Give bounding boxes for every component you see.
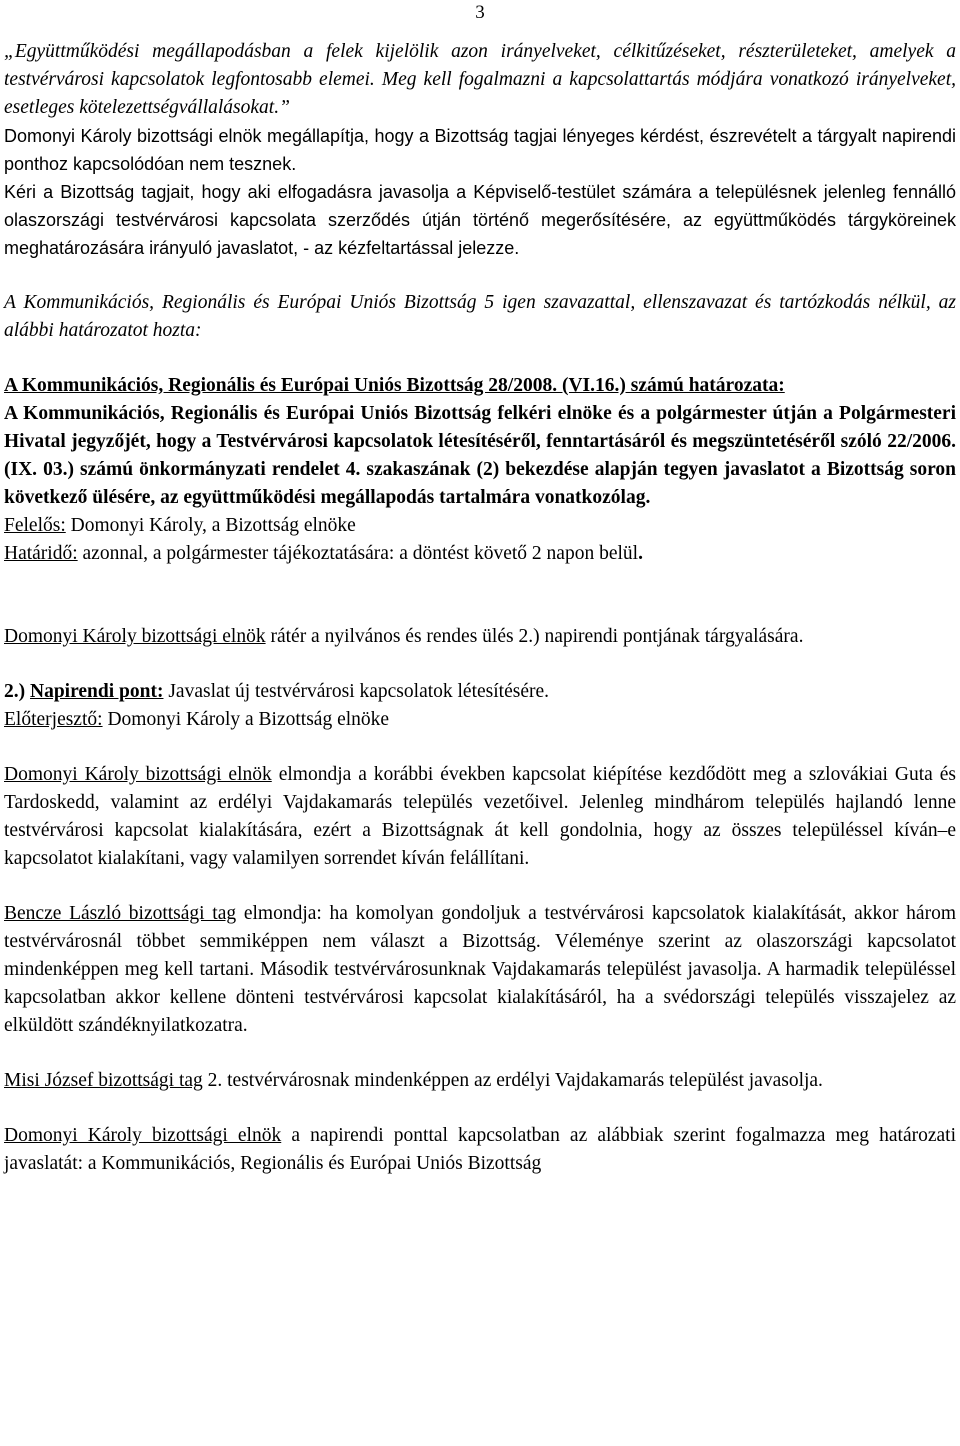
chair-statement: Domonyi Károly bizottsági elnök megállapítja, hogy a Bizottság tagjai lényeges kérdést, észrevételt a tárgyalt napirendi ponthoz kapcsolódóan nem tesznek. — [4, 126, 956, 174]
presenter-label: Előterjesztő: — [4, 709, 103, 730]
speaker-paragraph-2 — [4, 761, 956, 873]
speaker-text: rátér a nyilvános és rendes ülés 2.) napirendi pontjának tárgyalására. — [265, 626, 804, 647]
vote-result: A Kommunikációs, Regionális és Európai Uniós Bizottság 5 igen szavazattal, ellenszavazat és tartózkodás nélkül, az alábbi határozatot hozta: — [4, 292, 956, 341]
speaker-text: elmondja: ha komolyan gondoljuk a testvérvárosi kapcsolatok kialakítását, akkor három testvérvárosnál többet semmiképpen nem választ a Bizottság. Véleménye szerint az olaszországi kapcsolatot mindenképpen meg kell tartani. Második testvérvárosunknak Vajdakamarás települést javasolja. A harmadik településsel kapcsolatban akkor kellene dönteni testvérvárosi kapcsolat kialakításáról, ha a svédországi település visszajelez az elküldött szándéknyilatkozatra. — [4, 903, 956, 1036]
speaker-paragraph-3 — [4, 900, 956, 1040]
deadline-end: . — [638, 543, 643, 564]
speaker-name: Domonyi Károly bizottsági elnök — [4, 1125, 282, 1146]
presenter-value: Domonyi Károly a Bizottság elnöke — [102, 709, 390, 730]
speaker-text: 2. testvérvárosnak mindenképpen az erdélyi Vajdakamarás települést javasolja. — [202, 1070, 823, 1091]
speaker-name: Domonyi Károly bizottsági elnök — [4, 626, 266, 647]
deadline-line — [4, 540, 956, 568]
quoted-paragraph: „Együttműködési megállapodásban a felek kijelölik azon irányelveket, célkitűzéseket, részterületeket, amelyek a testvérvárosi kapcsolatok legfontosabb elemei. Meg kell fogalmazni a kapcsolattartás módjára vonatkozó irányelveket, esetleges kötelezettségvállalásokat.” — [4, 41, 956, 118]
speaker-paragraph-5 — [4, 1122, 956, 1178]
agenda-number: 2.) — [4, 681, 26, 702]
responsible-label: Felelős: — [4, 515, 66, 536]
deadline-value: azonnal, a polgármester tájékoztatására: a döntést követő 2 napon belül — [77, 543, 639, 564]
agenda-label: Napirendi pont: — [30, 681, 164, 702]
responsible-line — [4, 512, 956, 540]
speaker-name: Misi József bizottsági tag — [4, 1070, 203, 1091]
deadline-label: Határidő: — [4, 543, 78, 564]
presenter-line — [4, 706, 956, 734]
speaker-paragraph-1 — [4, 623, 956, 651]
responsible-value: Domonyi Károly, a Bizottság elnöke — [65, 515, 356, 536]
speaker-name: Domonyi Károly bizottsági elnök — [4, 764, 272, 785]
speaker-paragraph-4 — [4, 1067, 956, 1095]
speaker-name: Bencze László bizottsági tag — [4, 903, 237, 924]
agenda-text: Javaslat új testvérvárosi kapcsolatok létesítésére. — [163, 681, 550, 702]
vote-request: Kéri a Bizottság tagjait, hogy aki elfogadásra javasolja a Képviselő-testület számára a településnek jelenleg fennálló olaszországi testvérvárosi kapcsolata szerződés útján történő megerősítésére, az együttműködés tárgyköreinek meghatározására irányuló javaslatot, - az kézfeltartással jelezze. — [4, 182, 956, 258]
resolution-body: A Kommunikációs, Regionális és Európai Uniós Bizottság felkéri elnöke és a polgármester útján a Polgármesteri Hivatal jegyzőjét, hogy a Testvérvárosi kapcsolatok létesítéséről, fenntartásáról és megszüntetéséről szóló 22/2006. (IX. 03.) számú önkormányzati rendelet 4. szakaszának (2) bekezdése alapján tegyen javaslatot a Bizottság soron következő ülésére, az együttműködési megállapodás tartalmára vonatkozólag. — [4, 403, 956, 508]
speaker-text: elmondja a korábbi években kapcsolat kiépítése kezdődött meg a szlovákiai Guta és Tardoskedd, valamint az erdélyi Vajdakamarás település vezetőivel. Jelenleg mindhárom település hajlandó lenne testvérvárosi kapcsolat kialakítására, ezért a Bizottságnak át kell gondolnia, hogy az összes településsel kíván–e kapcsolatot kialakítani, vagy valamilyen sorrendet kíván felállítani. — [4, 764, 956, 869]
resolution-title: A Kommunikációs, Regionális és Európai Uniós Bizottság 28/2008. (VI.16.) számú határozata: — [4, 375, 785, 396]
page-number: 3 — [475, 2, 485, 23]
agenda-line — [4, 678, 956, 706]
speaker-text: a napirendi ponttal kapcsolatban az alábbiak szerint fogalmazza meg határozati javaslatát: a Kommunikációs, Regionális és Európai Uniós Bizottság — [4, 1125, 956, 1174]
